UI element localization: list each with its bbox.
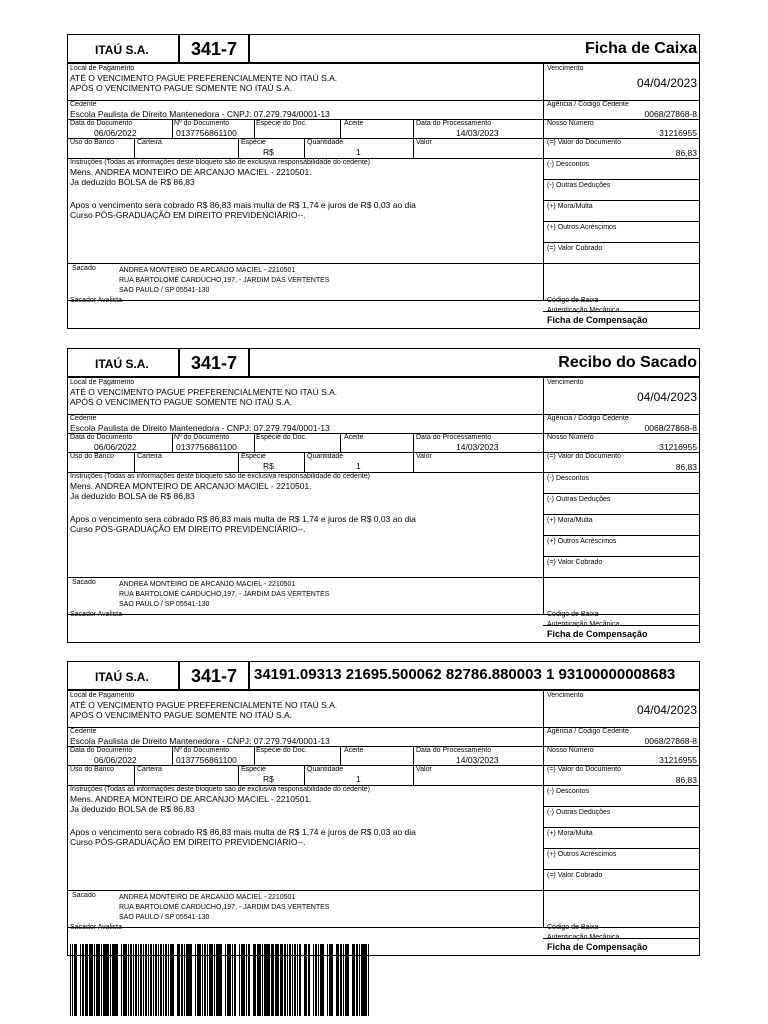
codigo-baixa-label: Código de Baixa xyxy=(547,924,599,931)
especie-value: R$ xyxy=(263,147,274,157)
instrucao-line-3: Apos o vencimento sera cobrado R$ 86,83 mais multa de R$ 1,74 e juros de R$ 0,03 ao dia xyxy=(70,827,416,837)
barcode-bar xyxy=(276,944,279,1016)
valor-documento-value: 86,83 xyxy=(675,462,697,472)
instrucao-line-1: Mens. ANDREA MONTEIRO DE ARCANJO MACIEL - 2210501. xyxy=(70,794,312,804)
sacado-line-1: ANDREA MONTEIRO DE ARCANJO MACIEL - 2210501 xyxy=(119,581,296,588)
quantidade-value: 1 xyxy=(356,461,361,471)
descontos-label: (-) Descontos xyxy=(547,475,590,482)
barcode-bar xyxy=(177,944,180,1016)
agencia-value: 0068/27868-8 xyxy=(644,109,697,119)
barcode-bar xyxy=(202,944,203,1016)
cedente-value: Escola Paulista de Direito Mantenedora - CNPJ: 07.279.794/0001-13 xyxy=(70,423,330,433)
sacado-line-3: SAO PAULO / SP 05541-130 xyxy=(119,287,210,294)
barcode-bar xyxy=(97,944,100,1016)
local-pagamento-line-2: APÓS O VENCIMENTO PAGUE SOMENTE NO ITAÚ S.A. xyxy=(70,397,292,407)
sacado-line-3: SAO PAULO / SP 05541-130 xyxy=(119,601,210,608)
valor-label: Valor xyxy=(416,139,432,146)
barcode-bar xyxy=(348,944,349,1016)
barcode-bar xyxy=(364,944,367,1016)
barcode-bar xyxy=(262,944,263,1016)
barcode-bar xyxy=(168,944,169,1016)
ficha-compensacao-label: Ficha de Compensação xyxy=(547,629,648,639)
barcode-bar xyxy=(163,944,164,1016)
numero-documento-label: Nº do Documento xyxy=(174,747,230,754)
barcode-bar xyxy=(173,944,174,1016)
quantidade-label: Quantidade xyxy=(307,453,344,460)
agencia-label: Agência / Código Cedente xyxy=(547,728,629,735)
barcode-bar xyxy=(151,944,152,1016)
barcode-bar xyxy=(330,944,333,1016)
data-documento-value: 06/06/2022 xyxy=(94,128,137,138)
barcode-bar xyxy=(72,944,73,1016)
uso-banco-label: Uso do Banco xyxy=(70,139,114,146)
barcode-bar xyxy=(304,944,307,1016)
barcode-bar xyxy=(219,944,222,1016)
vencimento-label: Vencimento xyxy=(547,65,584,72)
barcode-bar xyxy=(271,944,274,1016)
sacado-line-3: SAO PAULO / SP 05541-130 xyxy=(119,914,210,921)
numero-documento-value: 0137756861100 xyxy=(176,128,237,138)
barcode-bar xyxy=(90,944,93,1016)
barcode-bar xyxy=(246,944,247,1016)
descontos-label: (-) Descontos xyxy=(547,161,590,168)
uso-banco-label: Uso do Banco xyxy=(70,766,114,773)
instrucao-line-4: Curso PÓS-GRADUAÇÃO EM DIREITO PREVIDENCIÁRIO--. xyxy=(70,524,306,534)
aceite-label: Aceite xyxy=(344,434,364,441)
barcode-bar xyxy=(110,944,111,1016)
agencia-value: 0068/27868-8 xyxy=(644,736,697,746)
local-pagamento-line-2: APÓS O VENCIMENTO PAGUE SOMENTE NO ITAÚ S.A. xyxy=(70,710,292,720)
numero-documento-value: 0137756861100 xyxy=(176,442,237,452)
barcode-bar xyxy=(290,944,291,1016)
valor-cobrado-label: (=) Valor Cobrado xyxy=(547,872,603,879)
barcode-bar xyxy=(80,944,81,1016)
barcode-bar xyxy=(309,944,310,1016)
valor-documento-label: (=) Valor do Documento xyxy=(547,453,621,460)
cedente-value: Escola Paulista de Direito Mantenedora - CNPJ: 07.279.794/0001-13 xyxy=(70,109,330,119)
barcode-bar xyxy=(323,944,324,1016)
data-processamento-label: Data do Processamento xyxy=(416,747,492,754)
instrucoes-label: Instruções (Todas as informações deste bloqueto são de exclusiva responsabilidade do cedente) xyxy=(70,473,371,480)
barcode-bar xyxy=(156,944,157,1016)
barcode-bar xyxy=(131,944,132,1016)
mora-multa-label: (+) Mora/Multa xyxy=(547,517,593,524)
sacado-line-2: RUA BARTOLOMÉ CARDUCHO,197, - JARDIM DAS VERTENTES xyxy=(119,904,330,911)
barcode-bar xyxy=(249,944,250,1016)
instrucao-line-1: Mens. ANDREA MONTEIRO DE ARCANJO MACIEL - 2210501. xyxy=(70,167,312,177)
slip-body xyxy=(67,378,700,643)
instrucao-line-4: Curso PÓS-GRADUAÇÃO EM DIREITO PREVIDENCIÁRIO--. xyxy=(70,837,306,847)
data-processamento-value: 14/03/2023 xyxy=(456,442,499,452)
barcode-bar xyxy=(214,944,215,1016)
sacado-label: Sacado xyxy=(72,579,96,586)
data-processamento-value: 14/03/2023 xyxy=(456,128,499,138)
ficha-compensacao-label: Ficha de Compensação xyxy=(547,315,648,325)
barcode-bar xyxy=(161,944,162,1016)
mora-multa-label: (+) Mora/Multa xyxy=(547,830,593,837)
barcode-bar xyxy=(153,944,154,1016)
especie-doc-label: Espécie do Doc. xyxy=(256,747,307,754)
bank-name: ITAÚ S.A. xyxy=(95,43,149,57)
barcode-bar xyxy=(146,944,147,1016)
barcode-bar xyxy=(300,944,301,1016)
instrucao-line-3: Apos o vencimento sera cobrado R$ 86,83 mais multa de R$ 1,74 e juros de R$ 0,03 ao dia xyxy=(70,200,416,210)
barcode-bar xyxy=(341,944,342,1016)
bank-code: 341-7 xyxy=(178,349,250,377)
data-documento-label: Data do Documento xyxy=(70,434,133,441)
autenticacao-label: Autenticação Mecânica xyxy=(547,307,620,314)
slip-body xyxy=(67,64,700,329)
vencimento-label: Vencimento xyxy=(547,692,584,699)
barcode-bar xyxy=(239,944,240,1016)
barcode-bar xyxy=(121,944,122,1016)
vencimento-value: 04/04/2023 xyxy=(636,703,697,717)
data-documento-value: 06/06/2022 xyxy=(94,755,137,765)
barcode-bar xyxy=(124,944,127,1016)
barcode-bar xyxy=(287,944,288,1016)
quantidade-value: 1 xyxy=(356,147,361,157)
local-pagamento-label: Local de Pagamento xyxy=(70,379,135,386)
slip-header xyxy=(67,348,700,378)
barcode-bar xyxy=(357,944,358,1016)
slip-body xyxy=(67,691,700,956)
numero-documento-value: 0137756861100 xyxy=(176,755,237,765)
instrucoes-label: Instruções (Todas as informações deste bloqueto são de exclusiva responsabilidade do cedente) xyxy=(70,786,371,793)
valor-cobrado-label: (=) Valor Cobrado xyxy=(547,559,603,566)
valor-documento-value: 86,83 xyxy=(675,148,697,158)
quantidade-value: 1 xyxy=(356,774,361,784)
agencia-label: Agência / Código Cedente xyxy=(547,415,629,422)
valor-label: Valor xyxy=(416,766,432,773)
cedente-label: Cedente xyxy=(70,415,97,422)
sacado-label: Sacado xyxy=(72,892,96,899)
barcode-bar xyxy=(292,944,293,1016)
slip-title: Recibo do Sacado xyxy=(558,354,697,371)
bank-name: ITAÚ S.A. xyxy=(95,670,149,684)
carteira-label: Carteira xyxy=(137,139,162,146)
carteira-label: Carteira xyxy=(137,766,162,773)
data-processamento-value: 14/03/2023 xyxy=(456,755,499,765)
instrucoes-label: Instruções (Todas as informações deste bloqueto são de exclusiva responsabilidade do cedente) xyxy=(70,159,371,166)
valor-documento-label: (=) Valor do Documento xyxy=(547,766,621,773)
nosso-numero-value: 31216955 xyxy=(659,755,697,765)
valor-documento-label: (=) Valor do Documento xyxy=(547,139,621,146)
barcode-bar xyxy=(148,944,149,1016)
outras-deducoes-label: (-) Outras Deduções xyxy=(547,182,611,189)
instrucao-line-3: Apos o vencimento sera cobrado R$ 86,83 mais multa de R$ 1,74 e juros de R$ 0,03 ao dia xyxy=(70,514,416,524)
codigo-baixa-label: Código de Baixa xyxy=(547,297,599,304)
data-processamento-label: Data do Processamento xyxy=(416,434,492,441)
barcode-bar xyxy=(83,944,84,1016)
barcode-bar xyxy=(85,944,88,1016)
instrucao-line-2: Ja deduzido BOLSA de R$ 86,83 xyxy=(70,491,195,501)
outros-acrescimos-label: (+) Outros Acréscimos xyxy=(547,538,617,545)
local-pagamento-line-1: ATÉ O VENCIMENTO PAGUE PREFERENCIALMENTE NO ITAÚ S.A. xyxy=(70,73,338,83)
barcode-bar xyxy=(101,944,102,1016)
especie-value: R$ xyxy=(263,774,274,784)
bank-name: ITAÚ S.A. xyxy=(95,357,149,371)
barcode-bar xyxy=(242,944,245,1016)
local-pagamento-line-1: ATÉ O VENCIMENTO PAGUE PREFERENCIALMENTE NO ITAÚ S.A. xyxy=(70,700,338,710)
uso-banco-label: Uso do Banco xyxy=(70,453,114,460)
instrucao-line-2: Ja deduzido BOLSA de R$ 86,83 xyxy=(70,177,195,187)
data-processamento-label: Data do Processamento xyxy=(416,120,492,127)
vencimento-value: 04/04/2023 xyxy=(636,76,697,90)
agencia-label: Agência / Código Cedente xyxy=(547,101,629,108)
numero-documento-label: Nº do Documento xyxy=(174,434,230,441)
sacado-label: Sacado xyxy=(72,265,96,272)
barcode-bar xyxy=(258,944,261,1016)
barcode-bar xyxy=(327,944,328,1016)
barcode-bar xyxy=(207,944,208,1016)
barcode-bar xyxy=(70,944,71,1016)
barcode-bar xyxy=(295,944,296,1016)
barcode-bar xyxy=(316,944,317,1016)
barcode-bar xyxy=(253,944,256,1016)
barcode-bar xyxy=(297,944,298,1016)
agencia-value: 0068/27868-8 xyxy=(644,423,697,433)
barcode-bar xyxy=(184,944,185,1016)
barcode-bar xyxy=(368,944,369,1016)
cedente-label: Cedente xyxy=(70,728,97,735)
barcode-bar xyxy=(158,944,159,1016)
barcode xyxy=(70,944,370,1016)
barcode-bar xyxy=(285,944,286,1016)
barcode-bar xyxy=(166,944,167,1016)
barcode-bar xyxy=(228,944,231,1016)
barcode-bar xyxy=(143,944,144,1016)
valor-label: Valor xyxy=(416,453,432,460)
barcode-bar xyxy=(115,944,118,1016)
nosso-numero-value: 31216955 xyxy=(659,128,697,138)
local-pagamento-label: Local de Pagamento xyxy=(70,65,135,72)
barcode-bar xyxy=(336,944,339,1016)
carteira-label: Carteira xyxy=(137,453,162,460)
barcode-bar xyxy=(94,944,95,1016)
nosso-numero-value: 31216955 xyxy=(659,442,697,452)
barcode-bar xyxy=(198,944,201,1016)
barcode-bar xyxy=(232,944,233,1016)
barcode-bar xyxy=(313,944,314,1016)
barcode-bar xyxy=(133,944,134,1016)
instrucao-line-1: Mens. ANDREA MONTEIRO DE ARCANJO MACIEL - 2210501. xyxy=(70,481,312,491)
barcode-bar xyxy=(225,944,226,1016)
sacador-avalista-label: Sacador Avalista xyxy=(70,297,123,304)
outros-acrescimos-label: (+) Outros Acréscimos xyxy=(547,851,617,858)
sacado-line-2: RUA BARTOLOMÉ CARDUCHO,197, - JARDIM DAS VERTENTES xyxy=(119,277,330,284)
bank-code: 341-7 xyxy=(178,35,250,63)
aceite-label: Aceite xyxy=(344,120,364,127)
especie-value: R$ xyxy=(263,461,274,471)
barcode-bar xyxy=(235,944,236,1016)
data-documento-label: Data do Documento xyxy=(70,120,133,127)
barcode-bar xyxy=(138,944,139,1016)
barcode-bar xyxy=(343,944,344,1016)
slip-header xyxy=(67,661,700,691)
barcode-bar xyxy=(318,944,319,1016)
slip-title: Ficha de Caixa xyxy=(584,40,697,57)
barcode-bar xyxy=(182,944,183,1016)
barcode-bar xyxy=(74,944,77,1016)
especie-doc-label: Espécie do Doc. xyxy=(256,434,307,441)
sacado-line-2: RUA BARTOLOMÉ CARDUCHO,197, - JARDIM DAS VERTENTES xyxy=(119,591,330,598)
data-documento-label: Data do Documento xyxy=(70,747,133,754)
especie-label: Espécie xyxy=(241,453,266,460)
vencimento-label: Vencimento xyxy=(547,379,584,386)
barcode-bar xyxy=(352,944,355,1016)
barcode-bar xyxy=(136,944,137,1016)
local-pagamento-line-1: ATÉ O VENCIMENTO PAGUE PREFERENCIALMENTE NO ITAÚ S.A. xyxy=(70,387,338,397)
aceite-label: Aceite xyxy=(344,747,364,754)
barcode-bar xyxy=(128,944,129,1016)
barcode-bar xyxy=(141,944,142,1016)
instrucao-line-4: Curso PÓS-GRADUAÇÃO EM DIREITO PREVIDENCIÁRIO--. xyxy=(70,210,306,220)
sacador-avalista-label: Sacador Avalista xyxy=(70,924,123,931)
bank-code: 341-7 xyxy=(178,662,250,690)
nosso-numero-label: Nosso Número xyxy=(547,120,594,127)
barcode-bar xyxy=(280,944,283,1016)
valor-cobrado-label: (=) Valor Cobrado xyxy=(547,245,603,252)
autenticacao-label: Autenticação Mecânica xyxy=(547,934,620,941)
local-pagamento-label: Local de Pagamento xyxy=(70,692,135,699)
data-documento-value: 06/06/2022 xyxy=(94,442,137,452)
nosso-numero-label: Nosso Número xyxy=(547,434,594,441)
instrucao-line-2: Ja deduzido BOLSA de R$ 86,83 xyxy=(70,804,195,814)
local-pagamento-line-2: APÓS O VENCIMENTO PAGUE SOMENTE NO ITAÚ S.A. xyxy=(70,83,292,93)
especie-doc-label: Espécie do Doc. xyxy=(256,120,307,127)
cedente-value: Escola Paulista de Direito Mantenedora - CNPJ: 07.279.794/0001-13 xyxy=(70,736,330,746)
valor-documento-value: 86,83 xyxy=(675,775,697,785)
sacado-line-1: ANDREA MONTEIRO DE ARCANJO MACIEL - 2210501 xyxy=(119,267,296,274)
sacador-avalista-label: Sacador Avalista xyxy=(70,611,123,618)
nosso-numero-label: Nosso Número xyxy=(547,747,594,754)
especie-label: Espécie xyxy=(241,766,266,773)
ficha-compensacao-label: Ficha de Compensação xyxy=(547,942,648,952)
barcode-bar xyxy=(106,944,109,1016)
autenticacao-label: Autenticação Mecânica xyxy=(547,621,620,628)
barcode-bar xyxy=(189,944,192,1016)
outras-deducoes-label: (-) Outras Deduções xyxy=(547,496,611,503)
vencimento-value: 04/04/2023 xyxy=(636,390,697,404)
digitable-line: 34191.09313 21695.500062 82786.880003 1 93100000008683 xyxy=(254,666,676,683)
barcode-bar xyxy=(205,944,206,1016)
descontos-label: (-) Descontos xyxy=(547,788,590,795)
outras-deducoes-label: (-) Outras Deduções xyxy=(547,809,611,816)
barcode-bar xyxy=(210,944,213,1016)
slip-header xyxy=(67,34,700,64)
barcode-bar xyxy=(267,944,270,1016)
barcode-bar xyxy=(195,944,196,1016)
numero-documento-label: Nº do Documento xyxy=(174,120,230,127)
quantidade-label: Quantidade xyxy=(307,766,344,773)
codigo-baixa-label: Código de Baixa xyxy=(547,611,599,618)
outros-acrescimos-label: (+) Outros Acréscimos xyxy=(547,224,617,231)
barcode-bar xyxy=(359,944,360,1016)
quantidade-label: Quantidade xyxy=(307,139,344,146)
mora-multa-label: (+) Mora/Multa xyxy=(547,203,593,210)
cedente-label: Cedente xyxy=(70,101,97,108)
especie-label: Espécie xyxy=(241,139,266,146)
sacado-line-1: ANDREA MONTEIRO DE ARCANJO MACIEL - 2210501 xyxy=(119,894,296,901)
